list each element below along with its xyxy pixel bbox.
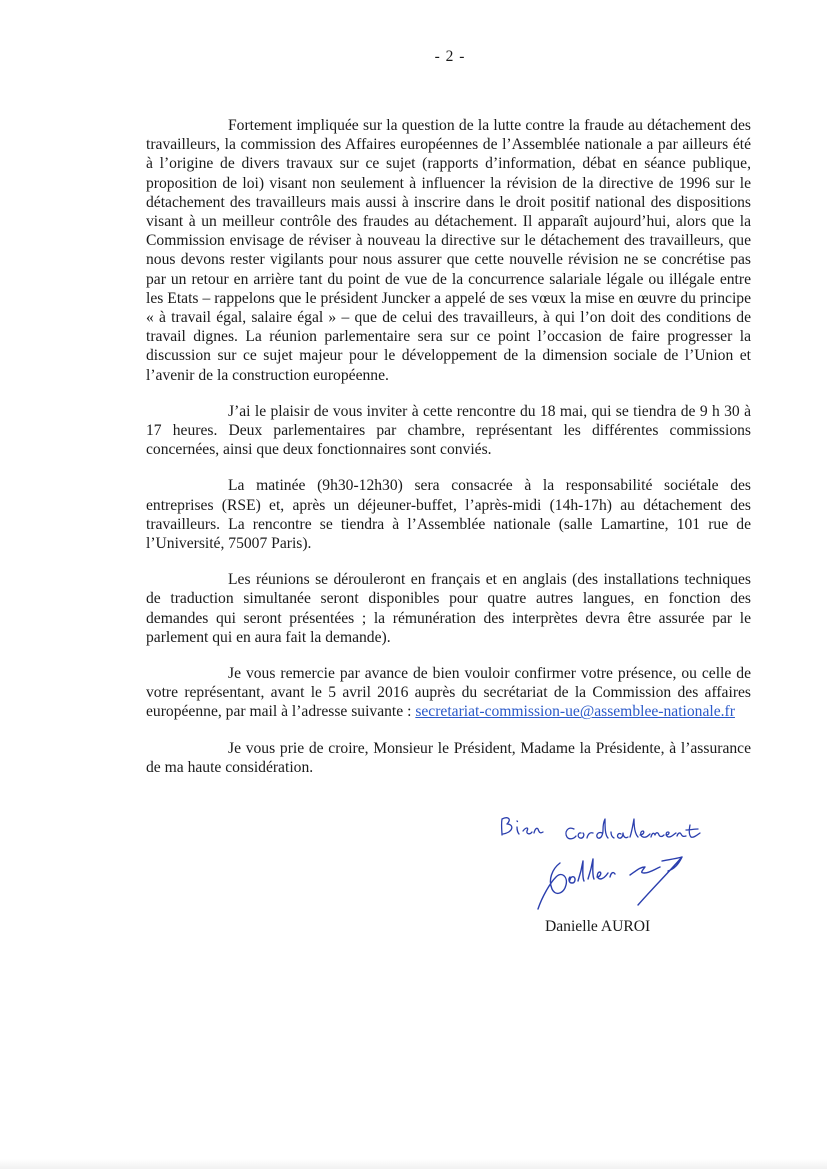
page-bottom-edge bbox=[0, 1159, 827, 1169]
handwritten-note bbox=[502, 818, 700, 839]
handwritten-signature bbox=[490, 805, 720, 915]
letter-body bbox=[146, 116, 751, 794]
confirmation-text: Je vous remercie par avance de bien vouloir confirmer votre présence, ou celle de votre représentant, avant le 5 avril 2016 auprès du secrétariat de la Commission des affaires européenne, par mail à l’adresse suivante : bbox=[146, 665, 751, 721]
page-number: - 2 - bbox=[434, 48, 466, 65]
signer-name: Danielle AUROI bbox=[545, 918, 651, 935]
paragraph-confirmation bbox=[146, 664, 751, 722]
paragraph-schedule: La matinée (9h30-12h30) sera consacrée à la responsabilité sociétale des entreprises (RSE) et, après un déjeuner-buffet, l’après-midi (14h-17h) au détachement des travailleurs. La rencontre se tiendra à l’Assemblée nationale (salle Lamartine, 101 rue de l’Université, 75007 Paris). bbox=[146, 477, 751, 553]
paragraph-fraud-detachment: Fortement impliquée sur la question de la lutte contre la fraude au détachement des travailleurs, la commission des Affaires européennes de l’Assemblée nationale a par ailleurs été à l’origine de divers travaux sur ce sujet (rapports d’information, débat en séance publique, proposition de loi) visant non seulement à influencer la révision de la directive de 1996 sur le détachement des travailleurs mais aussi à inscrire dans le droit positif national des dispositions visant à un meilleur contrôle des fraudes au détachement. Il apparaît aujourd’hui, alors que la Commission envisage de réviser à nouveau la directive sur le détachement des travailleurs, que nous devons rester vigilants pour nous assurer que cette nouvelle révision ne se concrétise pas par un retour en arrière tant du point de vue de la concurrence salariale légale ou illégale entre les Etats – rappelons que le président Juncker a appelé de ses vœux la mise en œuvre du principe « à travail égal, salaire égal » – que de celui des travailleurs, à qui l’on doit des conditions de travail dignes. La réunion parlementaire sera sur ce point l’occasion de faire progresser la discussion sur ce sujet majeur pour le développement de la dimension sociale de l’Union et l’avenir de la construction européenne. bbox=[146, 117, 751, 384]
paragraph-languages: Les réunions se dérouleront en français et en anglais (des installations techniques de traduction simultanée seront disponibles pour quatre autres langues, en fonction des demandes qui seront présentées ; la rémunération des interprètes devra être assurée par le parlement qui en aura fait la demande). bbox=[146, 571, 751, 646]
email-link[interactable]: secretariat-commission-ue@assemblee-nationale.fr bbox=[415, 703, 735, 721]
paragraph-invitation: J’ai le plaisir de vous inviter à cette rencontre du 18 mai, qui se tiendra de 9 h 30 à 17 heures. Deux parlementaires par chambre, représentant les différentes commissions concernées, ainsi que deux fonctionnaires sont conviés. bbox=[146, 402, 751, 459]
paragraph-closing: Je vous prie de croire, Monsieur le Président, Madame la Présidente, à l’assurance de ma haute considération. bbox=[146, 739, 751, 776]
signature-scribble bbox=[538, 857, 682, 909]
